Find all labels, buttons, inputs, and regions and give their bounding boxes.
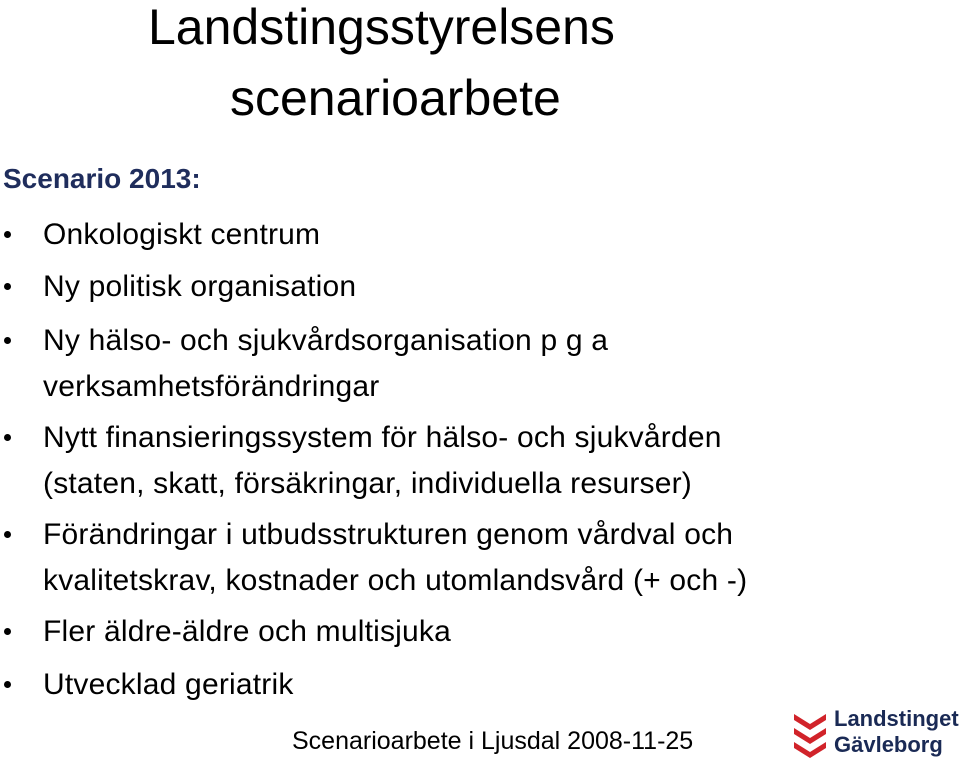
scenario-heading: Scenario 2013: [3,163,201,194]
bullet-text: Utvecklad geriatrik [43,668,294,701]
bullet-text: Nytt finansieringssystem för hälso- och sjukvården [43,421,722,454]
title-line-1: Landstingsstyrelsens [148,0,615,55]
logo-line-1: Landstinget [834,706,959,731]
bullet-icon [4,681,11,688]
bullet-text-continued: verksamhetsförändringar [43,370,380,403]
landstinget-gavleborg-logo [790,706,959,764]
bullet-icon [4,531,11,538]
bullet-icon [4,434,11,441]
bullet-text: Fler äldre-äldre och multisjuka [43,615,452,648]
bullet-text: Onkologiskt centrum [43,218,321,251]
logo-line-2: Gävleborg [834,732,943,757]
bullet-text: Ny hälso- och sjukvårdsorganisation p g a [43,324,609,357]
logo-text [834,706,959,758]
bullet-text-continued: (staten, skatt, försäkringar, individuella resurser) [43,467,692,500]
bullet-icon [4,283,11,290]
bullet-icon [4,337,11,344]
logo-mark-icon [790,708,830,764]
bullet-text: Ny politisk organisation [43,270,357,303]
title-line-2: scenarioarbete [230,70,561,126]
bullet-text-continued: kvalitetskrav, kostnader och utomlandsvård (+ och -) [43,564,748,597]
bullet-icon [4,231,11,238]
footer-text: Scenarioarbete i Ljusdal 2008-11-25 [292,727,694,755]
bullet-icon [4,628,11,635]
bullet-text: Förändringar i utbudsstrukturen genom vårdval och [43,518,734,551]
